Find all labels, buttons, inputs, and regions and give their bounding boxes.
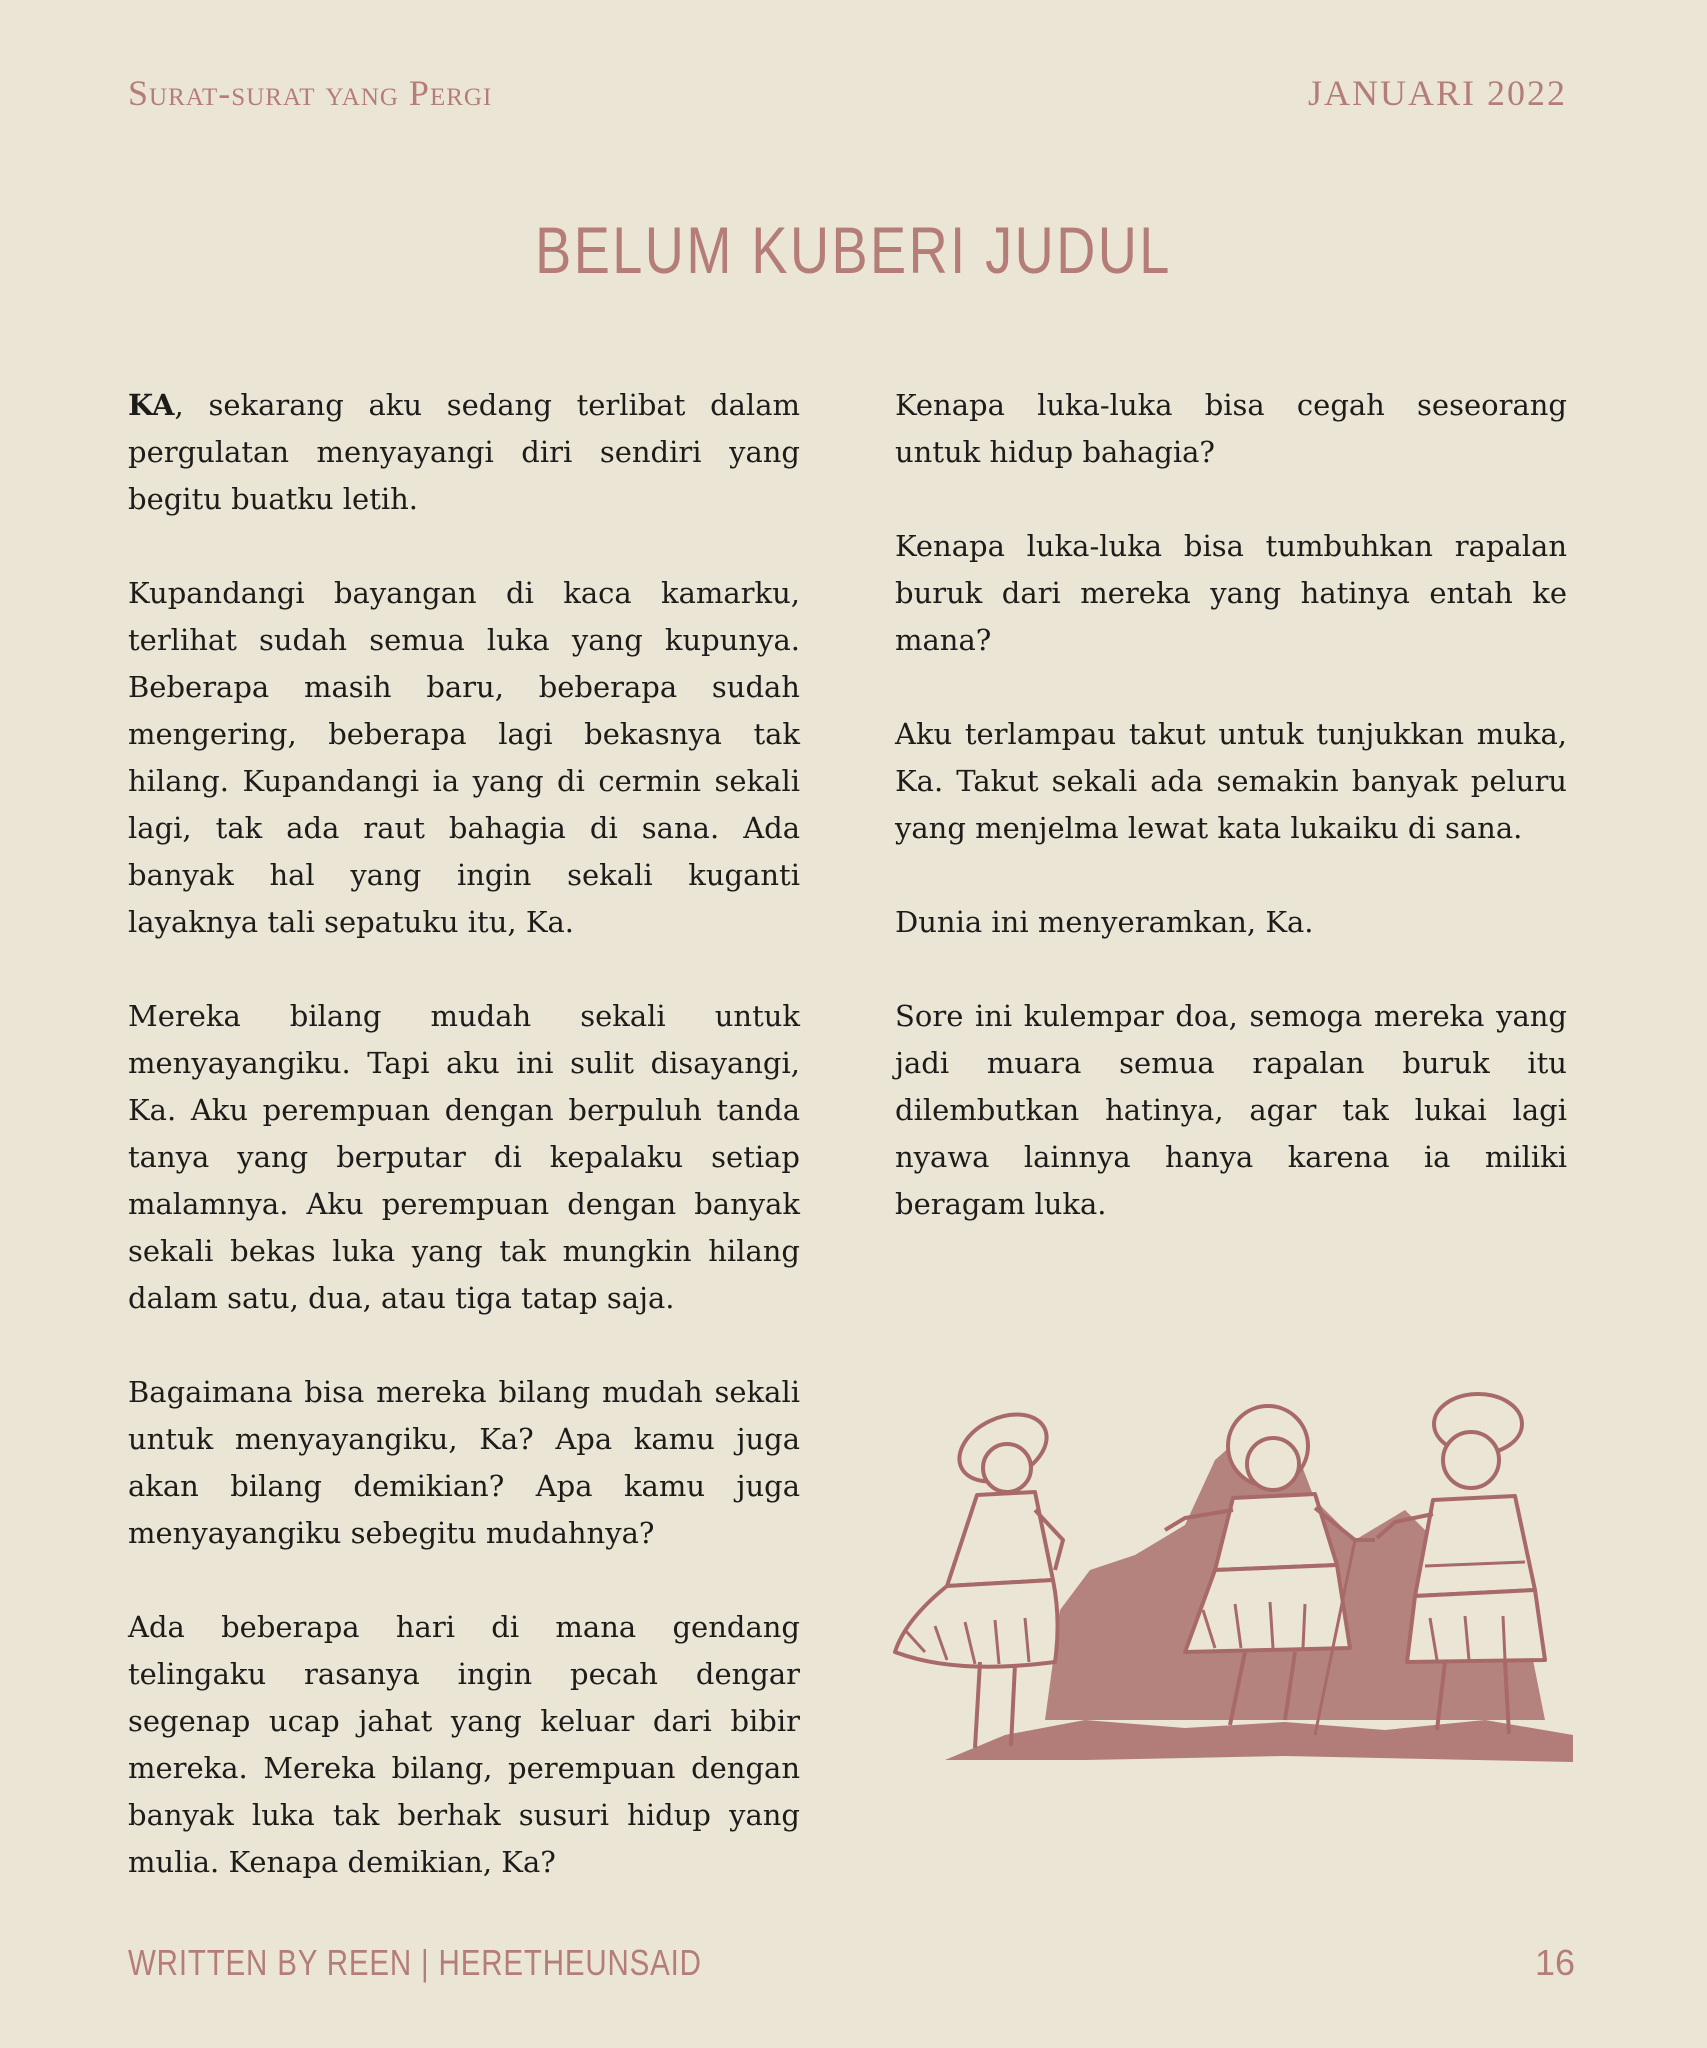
author-credit: WRITTEN BY REEN | HERETHEUNSAID: [128, 1942, 702, 1983]
paragraph: Dunia ini menyeramkan, Ka.: [895, 905, 1314, 939]
paragraph: Sore ini kulempar doa, semoga mereka yang jadi muara semua rapalan buruk itu dilembutkan hatinya, agar tak lukai lagi nyawa lainnya hanya karena ia miliki beragam luka.: [895, 999, 1567, 1221]
vintage-children-illustration: [885, 1390, 1573, 1782]
right-column: [895, 382, 1567, 1228]
paragraph: Kenapa luka-luka bisa cegah seseorang untuk hidup bahagia?: [895, 388, 1567, 469]
page-title: BELUM KUBERI JUDUL: [535, 213, 1172, 287]
paragraph: Mereka bilang mudah sekali untuk menyayangiku. Tapi aku ini sulit disayangi, Ka. Aku perempuan dengan berpuluh tanda tanya yang berputar di kepalaku setiap malamnya. Aku perempuan dengan banyak sekali bekas luka yang tak mungkin hilang dalam satu, dua, atau tiga tatap saja.: [128, 999, 800, 1315]
addressee-name: KA: [128, 388, 175, 422]
paragraph: Kenapa luka-luka bisa tumbuhkan rapalan buruk dari mereka yang hatinya entah ke mana?: [895, 529, 1567, 657]
page-number: 16: [1534, 1942, 1575, 1983]
paragraph: Aku terlampau takut untuk tunjukkan muka, Ka. Takut sekali ada semakin banyak peluru yang menjelma lewat kata lukaiku di sana.: [895, 717, 1567, 845]
ground-shading: [945, 1720, 1573, 1762]
series-title: Surat-surat yang Pergi: [128, 73, 493, 113]
paragraph: Kupandangi bayangan di kaca kamarku, terlihat sudah semua luka yang kupunya. Beberapa masih baru, beberapa sudah mengering, beberapa lagi bekasnya tak hilang. Kupandangi ia yang di cermin sekali lagi, tak ada raut bahagia di sana. Ada banyak hal yang ingin sekali kuganti layaknya tali sepatuku itu, Ka.: [128, 576, 800, 939]
left-column: [128, 382, 800, 1886]
paragraph-text: , sekarang aku sedang terlibat dalam pergulatan menyayangi diri sendiri yang begitu buatku letih.: [128, 388, 800, 516]
issue-date: JANUARI 2022: [1307, 73, 1567, 113]
paragraph: Ada beberapa hari di mana gendang telingaku rasanya ingin pecah dengar segenap ucap jahat yang keluar dari bibir mereka. Mereka bilang, perempuan dengan banyak luka tak berhak susuri hidup yang mulia. Kenapa demikian, Ka?: [128, 1610, 800, 1879]
paragraph: [128, 382, 800, 523]
child-left-figure: [895, 1401, 1063, 1748]
paragraph: Bagaimana bisa mereka bilang mudah sekali untuk menyayangiku, Ka? Apa kamu juga akan bilang demikian? Apa kamu juga menyayangiku sebegitu mudahnya?: [128, 1375, 800, 1550]
